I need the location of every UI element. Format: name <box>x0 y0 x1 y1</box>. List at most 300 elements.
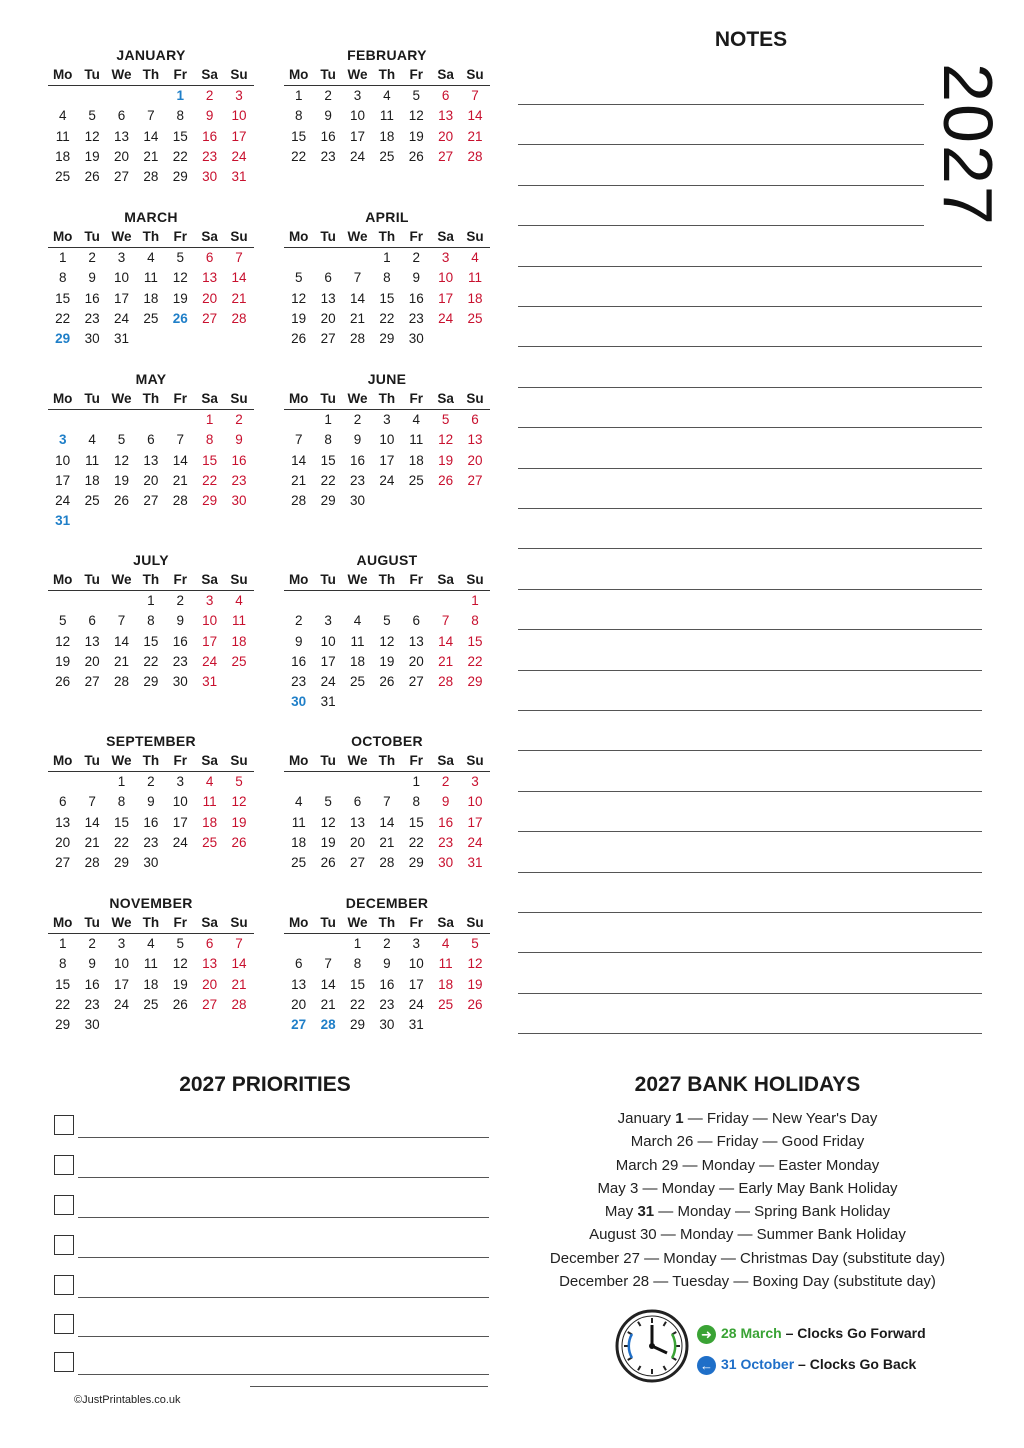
weekday-label: Fr <box>409 391 423 406</box>
priority-line[interactable] <box>78 1177 489 1178</box>
day-cell: 3 <box>117 250 126 265</box>
notes-line[interactable] <box>518 508 982 509</box>
month-july <box>48 550 254 692</box>
priority-row[interactable] <box>54 1352 489 1376</box>
day-cell: 23 <box>172 653 188 669</box>
day-cell: 7 <box>471 88 479 103</box>
day-cell: 30 <box>84 331 100 347</box>
day-cell: 24 <box>438 310 454 326</box>
day-cell: 8 <box>205 432 214 448</box>
day-cell: 8 <box>58 270 67 286</box>
empty-cell <box>136 86 165 106</box>
priority-line[interactable] <box>78 1374 489 1375</box>
day-cell: 23 <box>84 996 100 1012</box>
day-cell: 8 <box>176 108 185 124</box>
weekday-label: Mo <box>52 753 73 768</box>
empty-cell <box>343 591 372 611</box>
day-cell: 16 <box>438 814 454 830</box>
notes-line[interactable] <box>518 750 982 751</box>
day-cell: 5 <box>324 794 332 810</box>
day-cell: 13 <box>467 432 483 448</box>
empty-cell <box>77 86 106 106</box>
priority-row[interactable] <box>54 1235 489 1259</box>
day-cell: 14 <box>291 452 307 468</box>
day-cell: 20 <box>143 472 159 488</box>
day-cell: 21 <box>320 996 336 1012</box>
empty-cell <box>284 772 313 792</box>
empty-cell <box>77 410 106 430</box>
day-cell: 31 <box>320 694 336 710</box>
day-cell: 7 <box>88 794 96 810</box>
empty-cell <box>136 410 165 430</box>
priority-row[interactable] <box>54 1314 489 1338</box>
notes-line[interactable] <box>518 427 982 428</box>
weekday-label: Tu <box>84 915 100 930</box>
notes-line[interactable] <box>518 468 982 469</box>
day-cell: 4 <box>294 794 303 810</box>
day-cell: 13 <box>202 956 218 972</box>
day-cell: 30 <box>291 694 307 710</box>
day-cell: 8 <box>147 613 155 629</box>
day-cell: 14 <box>231 956 247 972</box>
day-cell: 30 <box>172 674 188 690</box>
day-cell: 1 <box>353 936 362 951</box>
weekday-label: Th <box>142 67 160 82</box>
day-cell: 25 <box>408 472 424 488</box>
day-cell: 3 <box>471 774 479 789</box>
day-cell: 14 <box>84 814 100 830</box>
day-cell: 3 <box>176 774 185 789</box>
priority-line[interactable] <box>78 1336 489 1337</box>
day-cell: 20 <box>438 128 454 144</box>
day-cell: 28 <box>438 674 454 690</box>
empty-cell <box>313 934 342 954</box>
weekday-label: Su <box>466 67 484 82</box>
clocks-back-row <box>697 1352 916 1376</box>
empty-cell <box>313 772 342 792</box>
day-cell: 16 <box>172 633 188 649</box>
day-cell: 21 <box>231 976 247 992</box>
notes-line[interactable] <box>518 306 982 307</box>
weekday-label: Tu <box>320 229 336 244</box>
notes-line[interactable] <box>518 548 982 549</box>
notes-line[interactable] <box>518 912 982 913</box>
notes-line[interactable] <box>518 346 982 347</box>
notes-line[interactable] <box>518 952 982 953</box>
day-cell: 10 <box>231 108 247 124</box>
weekday-header <box>284 227 490 248</box>
year-label: 2027 <box>929 63 1007 227</box>
day-cell: 24 <box>55 493 71 509</box>
priority-line[interactable] <box>78 1217 489 1218</box>
day-cell: 15 <box>55 976 71 992</box>
notes-line[interactable] <box>518 104 924 105</box>
weekday-label: We <box>111 229 132 244</box>
weekday-label: Mo <box>52 67 73 82</box>
day-cell: 21 <box>467 128 483 144</box>
notes-line[interactable] <box>518 993 982 994</box>
day-cell: 16 <box>143 814 159 830</box>
month-september <box>48 731 254 873</box>
day-cell: 26 <box>84 169 100 185</box>
month-name: JUNE <box>367 371 407 387</box>
priority-line[interactable] <box>78 1257 489 1258</box>
day-grid <box>48 86 254 187</box>
day-cell: 13 <box>408 633 424 649</box>
weekday-label: Th <box>378 391 396 406</box>
day-grid <box>284 248 490 349</box>
day-cell: 15 <box>291 128 307 144</box>
day-cell: 24 <box>231 148 247 164</box>
weekday-label: Su <box>230 572 248 587</box>
bank-holidays-title: 2027 BANK HOLIDAYS <box>634 1073 861 1096</box>
day-cell: 6 <box>147 432 155 448</box>
day-cell: 6 <box>412 613 421 629</box>
day-cell: 16 <box>231 452 247 468</box>
day-cell: 12 <box>172 956 188 972</box>
day-cell: 1 <box>471 593 479 608</box>
weekday-header <box>48 913 254 934</box>
day-cell: 30 <box>408 331 424 347</box>
day-cell: 12 <box>320 814 336 830</box>
notes-line[interactable] <box>518 387 982 388</box>
day-cell: 2 <box>441 774 450 789</box>
day-cell: 29 <box>349 1017 365 1033</box>
day-cell: 24 <box>379 472 395 488</box>
day-cell: 26 <box>55 674 71 690</box>
weekday-label: Sa <box>201 572 218 587</box>
bank-holiday-date: January <box>617 1110 676 1127</box>
day-cell: 26 <box>320 855 336 871</box>
day-cell: 25 <box>438 996 454 1012</box>
day-cell: 3 <box>117 936 126 951</box>
day-cell: 29 <box>379 331 395 347</box>
month-august <box>284 550 490 713</box>
month-name: DECEMBER <box>345 895 429 911</box>
day-cell: 19 <box>291 310 307 326</box>
weekday-label: Th <box>142 915 160 930</box>
month-march <box>48 207 254 349</box>
bank-holiday-item <box>520 1154 975 1177</box>
day-cell: 23 <box>143 834 159 850</box>
priority-line[interactable] <box>78 1297 489 1298</box>
notes-line[interactable] <box>518 1033 982 1034</box>
month-name: JULY <box>133 552 169 568</box>
weekday-label: Su <box>466 391 484 406</box>
day-cell: 24 <box>202 653 218 669</box>
notes-line[interactable] <box>518 670 982 671</box>
notes-line[interactable] <box>518 266 982 267</box>
weekday-label: Mo <box>288 572 309 587</box>
day-cell: 4 <box>412 412 421 427</box>
day-cell: 5 <box>441 412 450 427</box>
empty-cell <box>372 772 401 792</box>
day-cell: 25 <box>84 493 100 509</box>
day-cell: 20 <box>84 653 100 669</box>
checkbox-icon[interactable] <box>54 1195 74 1215</box>
day-cell: 1 <box>117 774 126 789</box>
day-cell: 28 <box>84 855 100 871</box>
bank-holiday-item <box>520 1130 975 1153</box>
day-cell: 12 <box>291 290 307 306</box>
day-cell: 18 <box>467 290 483 306</box>
day-cell: 16 <box>291 653 307 669</box>
day-cell: 22 <box>320 472 336 488</box>
weekday-label: Th <box>378 572 396 587</box>
day-cell: 2 <box>88 250 96 265</box>
day-cell: 22 <box>143 653 159 669</box>
day-cell: 20 <box>408 653 424 669</box>
weekday-label: We <box>347 391 368 406</box>
bank-holiday-item <box>520 1247 975 1270</box>
weekday-header <box>48 570 254 591</box>
notes-line[interactable] <box>518 791 982 792</box>
bank-holiday-date: December 28 <box>559 1273 650 1291</box>
clocks-forward-row <box>697 1321 926 1345</box>
weekday-label: We <box>111 67 132 82</box>
day-cell: 15 <box>467 633 483 649</box>
day-cell: 5 <box>58 613 67 629</box>
priority-row[interactable] <box>54 1155 489 1179</box>
day-cell: 28 <box>113 674 129 690</box>
priorities-title: 2027 PRIORITIES <box>179 1073 351 1096</box>
day-cell: 9 <box>147 794 155 810</box>
day-cell: 2 <box>88 936 96 951</box>
weekday-label: Th <box>142 391 160 406</box>
day-cell: 11 <box>202 794 217 810</box>
day-cell: 6 <box>353 794 362 810</box>
day-cell: 12 <box>84 128 100 144</box>
bank-holiday-item <box>520 1107 975 1130</box>
priority-row[interactable] <box>54 1275 489 1299</box>
empty-cell <box>77 772 106 792</box>
checkbox-icon[interactable] <box>54 1314 74 1334</box>
notes-line[interactable] <box>518 831 982 832</box>
day-cell: 26 <box>291 331 307 347</box>
day-cell: 5 <box>383 613 391 629</box>
day-cell: 11 <box>350 633 365 649</box>
empty-cell <box>313 248 342 268</box>
day-cell: 16 <box>408 290 424 306</box>
day-cell: 15 <box>408 814 424 830</box>
day-cell: 27 <box>84 674 100 690</box>
day-cell: 13 <box>320 290 336 306</box>
bank-holiday-description: — Monday — Easter Monday <box>678 1156 880 1174</box>
day-cell: 22 <box>55 310 71 326</box>
day-cell: 11 <box>409 432 424 448</box>
day-cell: 30 <box>202 169 218 185</box>
weekday-label: Fr <box>173 572 187 587</box>
day-cell: 11 <box>468 270 483 286</box>
empty-cell <box>77 591 106 611</box>
day-cell: 26 <box>408 148 424 164</box>
day-cell: 14 <box>438 633 454 649</box>
day-cell: 27 <box>438 148 454 164</box>
day-cell: 21 <box>231 290 247 306</box>
bank-holiday-item <box>520 1200 975 1223</box>
day-cell: 28 <box>379 855 395 871</box>
weekday-label: Fr <box>409 229 423 244</box>
day-cell: 18 <box>349 653 365 669</box>
day-cell: 9 <box>294 633 303 649</box>
weekday-label: Tu <box>84 753 100 768</box>
weekday-label: Mo <box>52 391 73 406</box>
month-name: AUGUST <box>356 552 418 568</box>
day-grid <box>284 934 490 1035</box>
priority-row[interactable] <box>54 1195 489 1219</box>
day-cell: 2 <box>353 412 362 427</box>
day-cell: 28 <box>291 493 307 509</box>
bank-holiday-item <box>520 1223 975 1246</box>
day-cell: 13 <box>55 814 71 830</box>
weekday-label: Su <box>230 753 248 768</box>
checkbox-icon[interactable] <box>54 1155 74 1175</box>
weekday-label: Su <box>466 753 484 768</box>
day-cell: 17 <box>379 452 395 468</box>
weekday-label: Sa <box>437 572 454 587</box>
day-cell: 18 <box>231 633 247 649</box>
day-cell: 19 <box>408 128 424 144</box>
checkbox-icon[interactable] <box>54 1115 74 1135</box>
day-cell: 7 <box>235 250 243 265</box>
day-cell: 4 <box>353 613 362 629</box>
day-cell: 26 <box>113 493 129 509</box>
day-cell: 26 <box>379 674 395 690</box>
day-cell: 5 <box>412 88 421 103</box>
day-cell: 24 <box>172 834 188 850</box>
empty-cell <box>372 591 401 611</box>
day-cell: 10 <box>55 452 71 468</box>
day-cell: 1 <box>383 250 391 265</box>
weekday-label: Sa <box>437 67 454 82</box>
bank-holiday-description: — Tuesday — Boxing Day (substitute day) <box>649 1273 936 1291</box>
day-cell: 27 <box>55 855 71 871</box>
bank-holidays-list <box>520 1107 975 1293</box>
day-cell: 8 <box>58 956 67 972</box>
day-cell: 12 <box>467 956 483 972</box>
weekday-label: Th <box>378 753 396 768</box>
weekday-header <box>284 389 490 410</box>
day-cell: 2 <box>412 250 421 265</box>
day-cell: 19 <box>320 834 336 850</box>
day-cell: 12 <box>55 633 71 649</box>
priority-row[interactable] <box>54 1115 489 1139</box>
day-cell: 4 <box>58 108 67 124</box>
checkbox-icon[interactable] <box>54 1235 74 1255</box>
day-cell: 24 <box>467 834 483 850</box>
day-cell: 20 <box>202 976 218 992</box>
weekday-label: Fr <box>173 67 187 82</box>
copyright: ©JustPrintables.co.uk <box>74 1394 181 1406</box>
day-cell: 26 <box>172 310 188 326</box>
day-cell: 31 <box>408 1017 424 1033</box>
empty-cell <box>107 86 136 106</box>
empty-cell <box>284 591 313 611</box>
weekday-label: We <box>111 572 132 587</box>
weekday-label: Tu <box>320 391 336 406</box>
month-name: SEPTEMBER <box>106 733 196 749</box>
weekday-label: Th <box>378 229 396 244</box>
day-cell: 4 <box>147 936 155 951</box>
bank-holiday-item <box>520 1177 975 1200</box>
notes-line[interactable] <box>518 144 924 145</box>
day-cell: 20 <box>291 996 307 1012</box>
day-cell: 2 <box>294 613 303 629</box>
day-cell: 5 <box>235 774 243 789</box>
day-cell: 13 <box>143 452 159 468</box>
month-january <box>48 45 254 187</box>
month-name: APRIL <box>365 209 409 225</box>
priority-line[interactable] <box>78 1137 489 1138</box>
day-cell: 8 <box>353 956 362 972</box>
day-cell: 14 <box>379 814 395 830</box>
day-cell: 6 <box>58 794 67 810</box>
day-cell: 20 <box>202 290 218 306</box>
day-cell: 23 <box>438 834 454 850</box>
weekday-label: Th <box>142 572 160 587</box>
checkbox-icon[interactable] <box>54 1352 74 1372</box>
notes-line[interactable] <box>518 589 982 590</box>
day-cell: 9 <box>324 108 332 124</box>
day-cell: 31 <box>55 513 71 529</box>
clocks-forward-text: – Clocks Go Forward <box>781 1325 926 1341</box>
arrow-right-icon: ➜ <box>697 1325 716 1344</box>
day-cell: 15 <box>379 290 395 306</box>
day-cell: 25 <box>143 996 159 1012</box>
day-cell: 24 <box>113 310 129 326</box>
day-cell: 30 <box>349 493 365 509</box>
day-cell: 28 <box>143 169 159 185</box>
notes-line[interactable] <box>518 710 982 711</box>
bank-holiday-date-number: 1 <box>675 1110 684 1127</box>
notes-title: NOTES <box>714 28 788 51</box>
bank-holiday-date: March 26 <box>630 1133 694 1151</box>
empty-cell <box>343 248 372 268</box>
notes-line[interactable] <box>518 185 924 186</box>
notes-line[interactable] <box>518 872 982 873</box>
day-cell: 10 <box>320 633 336 649</box>
day-cell: 15 <box>143 633 159 649</box>
weekday-label: Sa <box>201 391 218 406</box>
day-cell: 6 <box>205 250 214 265</box>
day-cell: 22 <box>55 996 71 1012</box>
day-cell: 30 <box>438 855 454 871</box>
weekday-label: Tu <box>84 229 100 244</box>
day-cell: 18 <box>55 148 71 164</box>
bank-holiday-date: December 27 <box>549 1249 640 1267</box>
month-name: FEBRUARY <box>347 47 427 63</box>
day-cell: 21 <box>379 834 395 850</box>
day-cell: 18 <box>438 976 454 992</box>
day-cell: 9 <box>412 270 421 286</box>
day-cell: 14 <box>320 976 336 992</box>
day-cell: 17 <box>320 653 336 669</box>
day-cell: 22 <box>349 996 365 1012</box>
day-cell: 29 <box>172 169 188 185</box>
day-grid <box>48 772 254 873</box>
weekday-label: We <box>347 753 368 768</box>
day-cell: 6 <box>294 956 303 972</box>
day-cell: 4 <box>147 250 155 265</box>
day-cell: 27 <box>349 855 365 871</box>
day-cell: 12 <box>379 633 395 649</box>
checkbox-icon[interactable] <box>54 1275 74 1295</box>
notes-line[interactable] <box>518 225 924 226</box>
day-cell: 5 <box>117 432 126 448</box>
notes-line[interactable] <box>518 629 982 630</box>
weekday-label: We <box>347 915 368 930</box>
day-cell: 9 <box>383 956 391 972</box>
